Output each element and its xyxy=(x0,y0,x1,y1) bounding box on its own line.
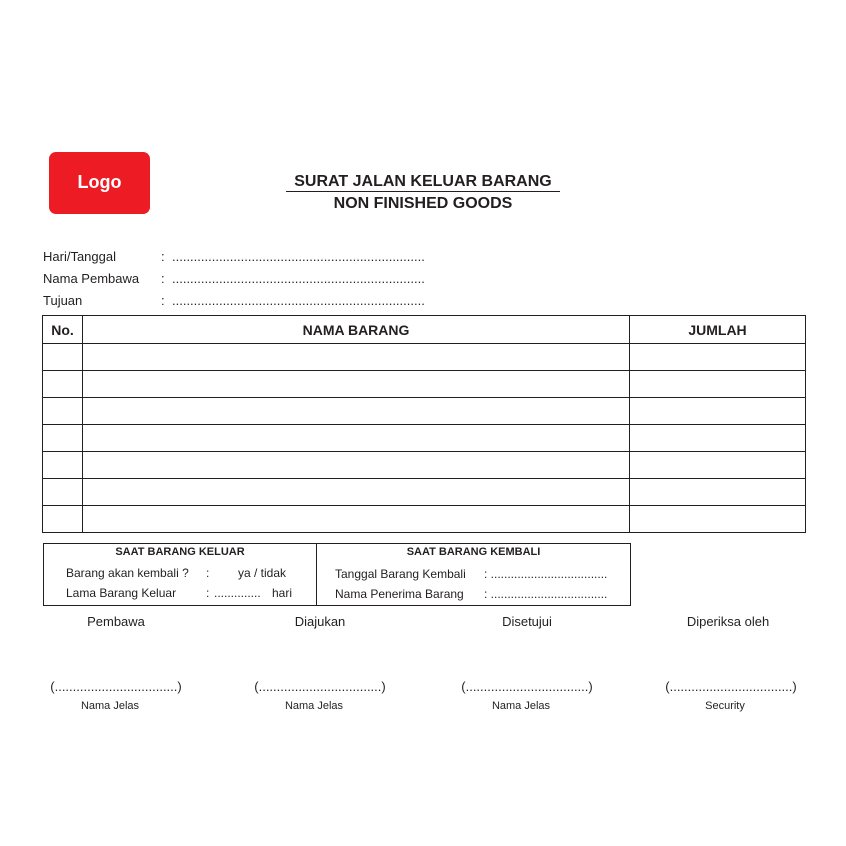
cell-jumlah[interactable] xyxy=(630,425,806,452)
cell-jumlah[interactable] xyxy=(630,506,806,533)
company-logo: Logo xyxy=(49,152,150,214)
signature-line-security[interactable]: (..................................) xyxy=(665,679,797,694)
table-row xyxy=(43,479,806,506)
kembali-row1-value[interactable]: : ................................... xyxy=(484,567,608,581)
kembali-row1-label: Tanggal Barang Kembali xyxy=(335,567,466,581)
cell-jumlah[interactable] xyxy=(630,452,806,479)
cell-no[interactable] xyxy=(43,452,83,479)
table-header-row xyxy=(43,316,806,344)
keluar-row2-unit: hari xyxy=(272,586,293,600)
keluar-row1-value[interactable]: ya / tidak xyxy=(238,566,287,580)
kembali-row2-value[interactable]: : ................................... xyxy=(484,587,608,601)
header-nama-barang: NAMA BARANG xyxy=(83,316,630,344)
signature-name-diajukan: Nama Jelas xyxy=(284,700,344,712)
field-tujuan xyxy=(43,293,425,309)
signature-role-pembawa: Pembawa xyxy=(87,614,145,629)
cell-no[interactable] xyxy=(43,371,83,398)
document-title: SURAT JALAN KELUAR BARANG xyxy=(294,173,552,190)
keluar-row2-colon: : xyxy=(206,586,210,600)
table-row xyxy=(43,344,806,371)
header-jumlah: JUMLAH xyxy=(630,316,806,344)
keluar-row1-label: Barang akan kembali ? xyxy=(66,566,189,580)
table-row xyxy=(43,398,806,425)
table-body xyxy=(43,344,806,533)
cell-nama-barang[interactable] xyxy=(83,425,630,452)
signature-line-disetujui[interactable]: (..................................) xyxy=(461,679,593,694)
table-row xyxy=(43,506,806,533)
kembali-row2-label: Nama Penerima Barang xyxy=(335,587,464,601)
title-underline xyxy=(286,191,560,192)
cell-jumlah[interactable] xyxy=(630,344,806,371)
cell-no[interactable] xyxy=(43,398,83,425)
field-dots[interactable]: ...................................................................... xyxy=(172,249,425,264)
keluar-row1-colon: : xyxy=(206,566,210,580)
field-label: Tujuan xyxy=(43,293,83,308)
cell-jumlah[interactable] xyxy=(630,479,806,506)
table-row xyxy=(43,425,806,452)
cell-nama-barang[interactable] xyxy=(83,371,630,398)
signature-role-disetujui: Disetujui xyxy=(502,614,552,629)
kembali-header: SAAT BARANG KEMBALI xyxy=(406,546,541,558)
cell-jumlah[interactable] xyxy=(630,398,806,425)
signature-line-diajukan[interactable]: (..................................) xyxy=(254,679,386,694)
table-row xyxy=(43,371,806,398)
signature-name-security: Security xyxy=(705,700,745,712)
cell-no[interactable] xyxy=(43,344,83,371)
table-row xyxy=(43,452,806,479)
signature-name-pembawa: Nama Jelas xyxy=(80,700,140,712)
field-label: Nama Pembawa xyxy=(43,271,140,286)
cell-nama-barang[interactable] xyxy=(83,344,630,371)
cell-nama-barang[interactable] xyxy=(83,398,630,425)
field-dots[interactable]: ...................................................................... xyxy=(172,293,425,308)
status-box xyxy=(43,543,631,606)
cell-nama-barang[interactable] xyxy=(83,452,630,479)
cell-no[interactable] xyxy=(43,479,83,506)
signature-role-diajukan: Diajukan xyxy=(294,614,346,629)
cell-nama-barang[interactable] xyxy=(83,479,630,506)
signature-name-disetujui: Nama Jelas xyxy=(491,700,551,712)
field-colon: : xyxy=(161,249,165,264)
items-table xyxy=(42,315,806,533)
document-subtitle: NON FINISHED GOODS xyxy=(333,195,513,212)
header-no: No. xyxy=(43,316,83,344)
field-dots[interactable]: ...................................................................... xyxy=(172,271,425,286)
keluar-row2-label: Lama Barang Keluar xyxy=(66,586,177,600)
cell-no[interactable] xyxy=(43,506,83,533)
signature-line-pembawa[interactable]: (..................................) xyxy=(50,679,182,694)
field-colon: : xyxy=(161,293,165,308)
signature-role-diperiksa: Diperiksa oleh xyxy=(686,614,770,629)
keluar-row2-dots[interactable]: .............. xyxy=(214,586,261,600)
field-nama-pembawa xyxy=(43,271,425,287)
field-label: Hari/Tanggal xyxy=(43,249,116,264)
cell-jumlah[interactable] xyxy=(630,371,806,398)
field-hari-tanggal xyxy=(43,249,425,265)
cell-nama-barang[interactable] xyxy=(83,506,630,533)
field-colon: : xyxy=(161,271,165,286)
keluar-header: SAAT BARANG KELUAR xyxy=(115,546,245,558)
cell-no[interactable] xyxy=(43,425,83,452)
